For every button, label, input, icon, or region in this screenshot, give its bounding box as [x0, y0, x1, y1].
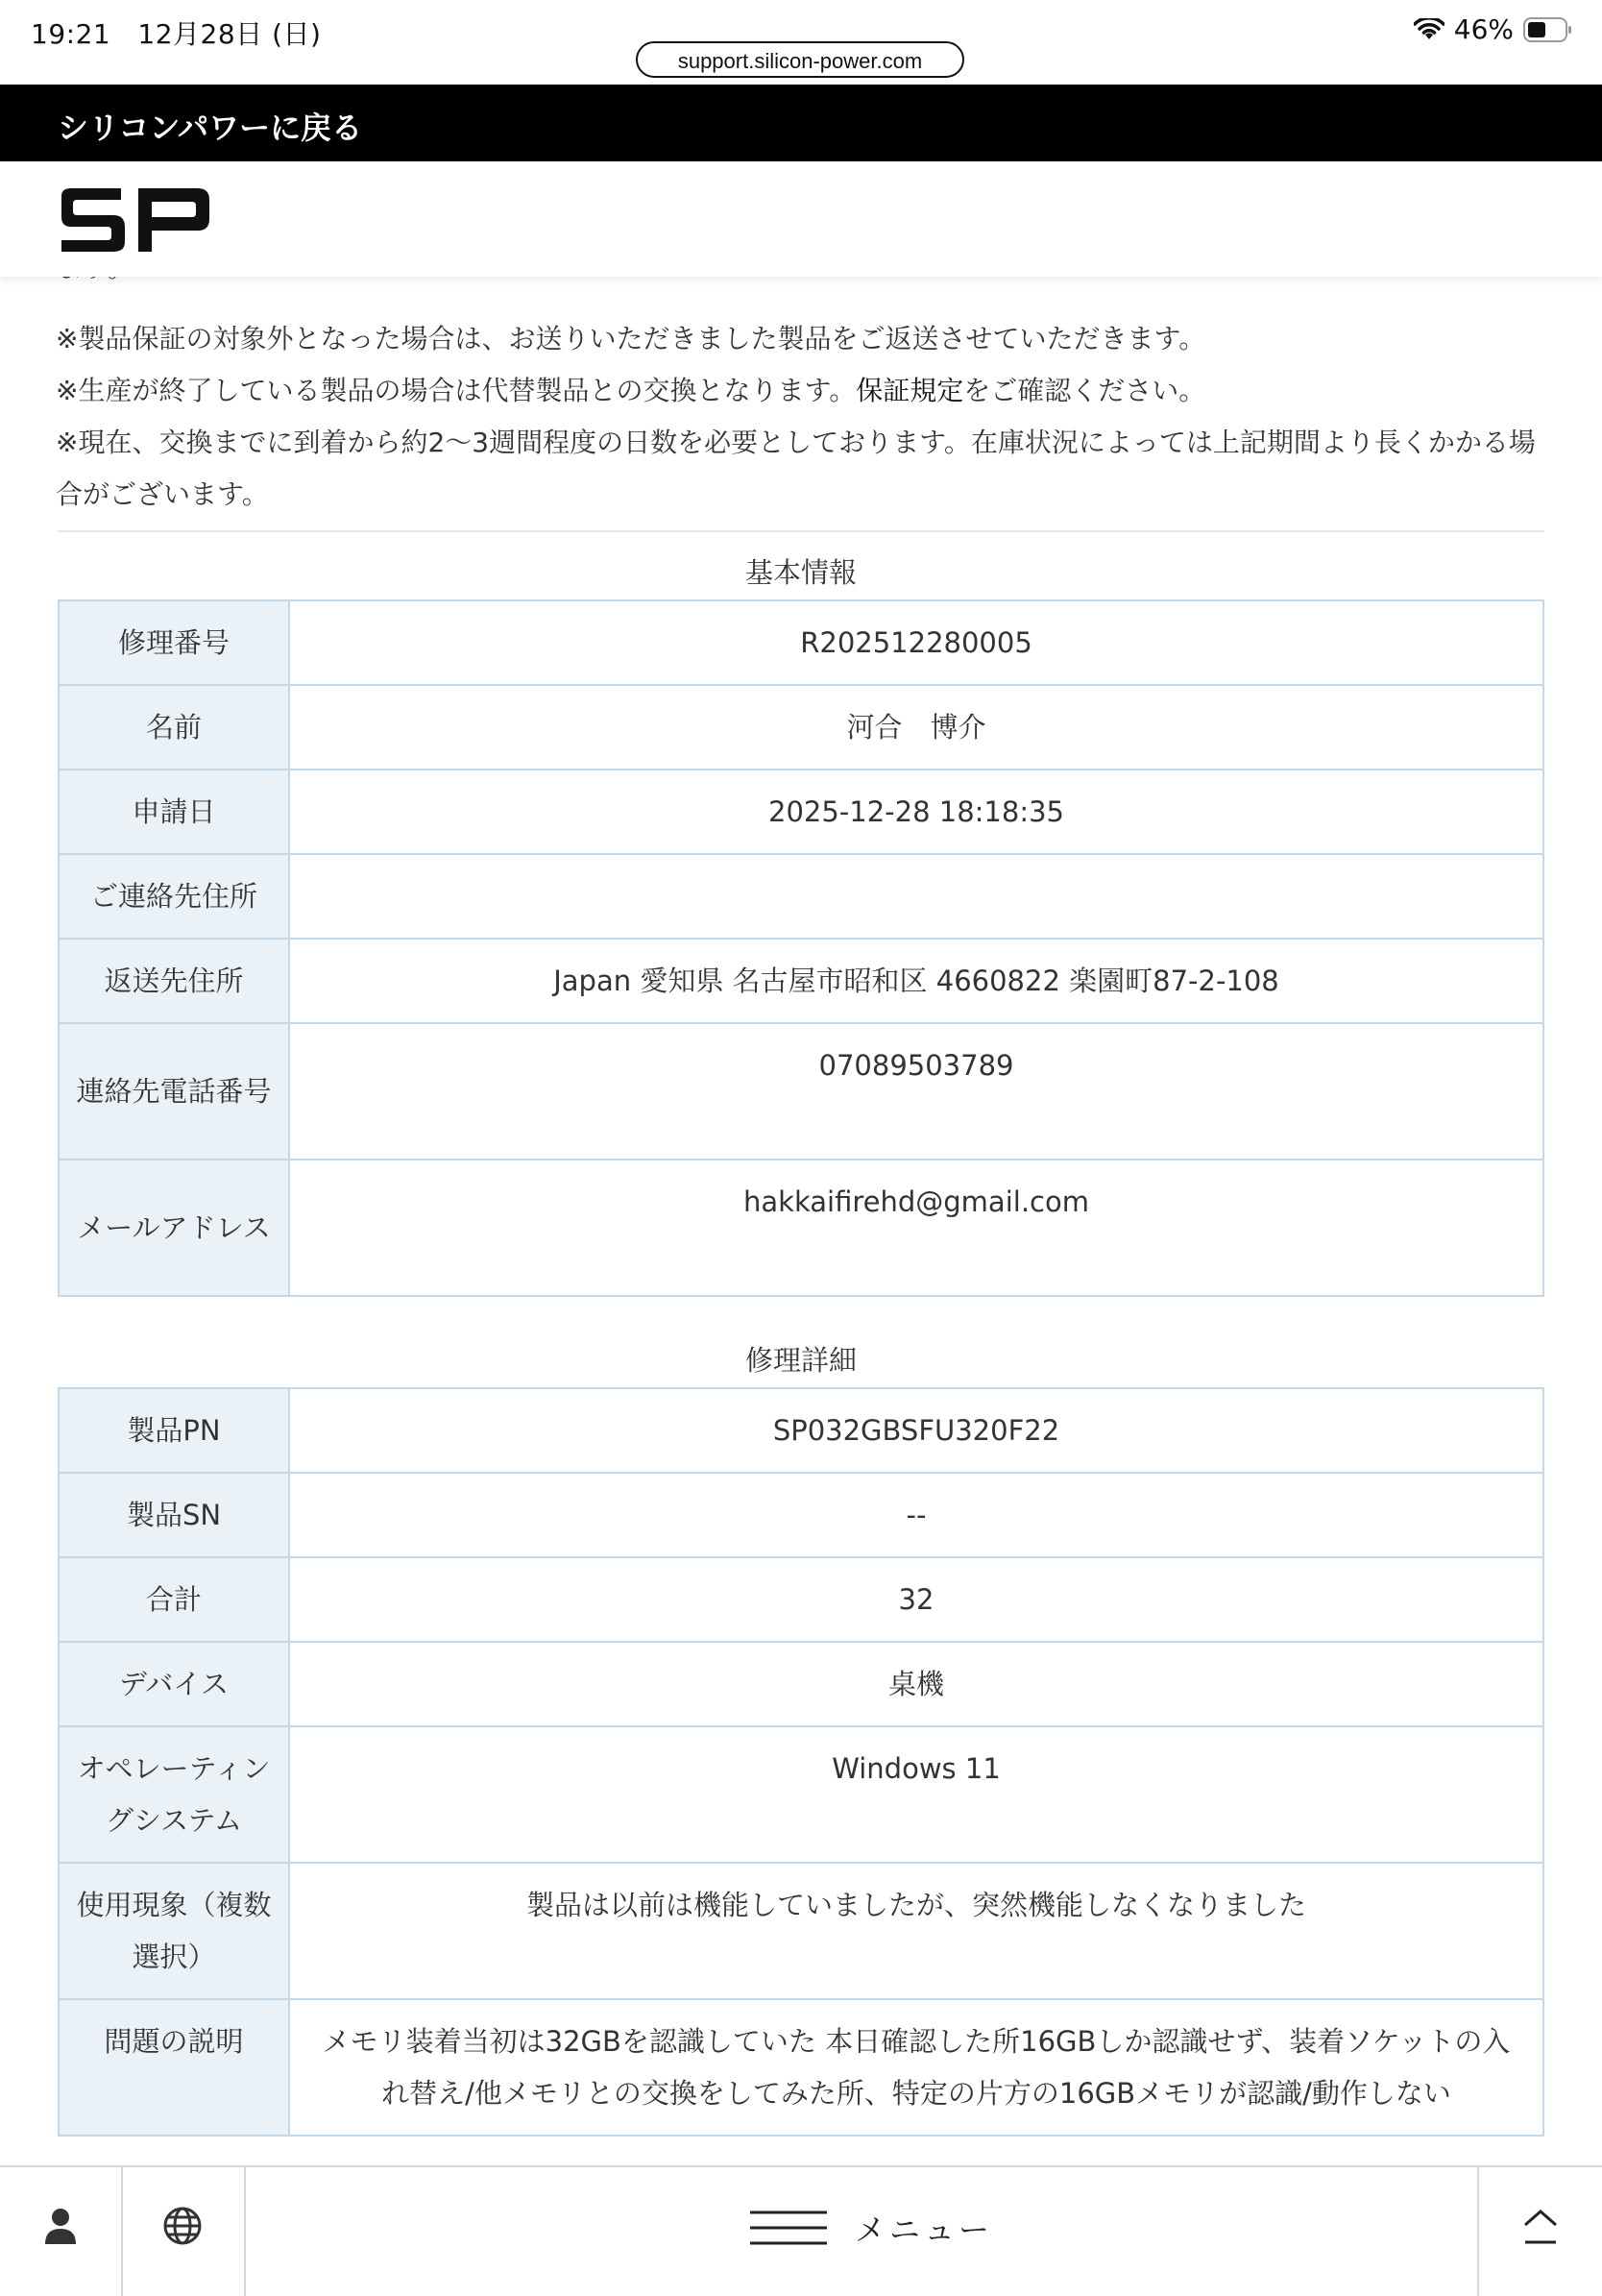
wifi-icon — [1414, 18, 1444, 41]
battery-icon — [1523, 17, 1573, 42]
row-label: 問題の説明 — [59, 1999, 289, 2136]
table-row — [59, 1863, 1543, 1999]
back-bar — [0, 85, 1602, 161]
repair-detail-table — [58, 1387, 1544, 2137]
url-bar[interactable]: support.silicon-power.com — [636, 41, 964, 78]
table-row — [59, 939, 1543, 1023]
status-right — [1414, 13, 1573, 45]
table-row — [59, 1160, 1543, 1296]
note-line-2: ※生産が終了している製品の場合は代替製品との交換となります。保証規定をご確認ください。 — [56, 375, 1206, 406]
table-row — [59, 854, 1543, 939]
row-value: 2025-12-28 18:18:35 — [289, 769, 1543, 854]
globe-icon — [162, 2206, 203, 2246]
row-value — [289, 854, 1543, 939]
table-row — [59, 1388, 1543, 1473]
user-icon — [43, 2208, 78, 2246]
row-value: Japan 愛知県 名古屋市昭和区 4660822 楽園町87-2-108 — [289, 939, 1543, 1023]
note-line-3: ※現在、交換までに到着から約2〜3週間程度の日数を必要としております。在庫状況によっては上記期間より長くかかる場合がございます。 — [56, 427, 1536, 510]
table-row — [59, 685, 1543, 769]
row-label: 製品SN — [59, 1473, 289, 1557]
note-line-1: ※製品保証の対象外となった場合は、お送りいただきました製品をご返送させていただきます。 — [56, 323, 1206, 354]
table-row — [59, 1642, 1543, 1726]
table-row — [59, 1726, 1543, 1863]
row-label: メールアドレス — [59, 1160, 289, 1296]
row-value: 製品は以前は機能していましたが、突然機能しなくなりました — [289, 1863, 1543, 1999]
status-time: 19:21 12月28日 (日) — [31, 18, 322, 50]
notes-block — [56, 277, 1554, 521]
row-label: 合計 — [59, 1557, 289, 1642]
row-value: hakkaifirehd@gmail.com — [289, 1160, 1543, 1296]
row-label: 修理番号 — [59, 600, 289, 685]
row-value: メモリ装着当初は32GBを認識していた 本日確認した所16GBしか認識せず、装着ソケットの入れ替え/他メモリとの交換をしてみた所、特定の片方の16GBメモリが認識/動作しない — [289, 1999, 1543, 2136]
row-label: 使用現象（複数選択） — [59, 1863, 289, 1999]
table-row — [59, 1023, 1543, 1160]
row-value: Windows 11 — [289, 1726, 1543, 1863]
repair-detail-title: 修理詳細 — [744, 1344, 857, 1377]
sp-logo[interactable] — [58, 186, 211, 254]
row-label: 連絡先電話番号 — [59, 1023, 289, 1160]
row-label: オペレーティングシステム — [59, 1726, 289, 1863]
row-value: 河合 博介 — [289, 685, 1543, 769]
row-value: -- — [289, 1473, 1543, 1557]
row-value: 32 — [289, 1557, 1543, 1642]
scroll-top-button[interactable] — [1477, 2167, 1602, 2296]
table-row — [59, 600, 1543, 685]
language-button[interactable] — [121, 2167, 246, 2296]
chevron-up-icon — [1521, 2206, 1560, 2248]
row-value: R202512280005 — [289, 600, 1543, 685]
hamburger-icon — [749, 2209, 828, 2247]
basic-info-table — [58, 599, 1544, 1297]
warranty-link[interactable]: 保証規定 — [856, 375, 964, 406]
row-label: 製品PN — [59, 1388, 289, 1473]
row-label: 名前 — [59, 685, 289, 769]
divider — [58, 530, 1544, 532]
row-label: 返送先住所 — [59, 939, 289, 1023]
menu-button[interactable] — [749, 2206, 993, 2250]
battery-percent: 46% — [1453, 13, 1514, 45]
table-row — [59, 1557, 1543, 1642]
logo-header — [0, 161, 1602, 277]
row-label: デバイス — [59, 1642, 289, 1726]
basic-info-title: 基本情報 — [744, 556, 857, 589]
row-value: SP032GBSFU320F22 — [289, 1388, 1543, 1473]
status-bar — [0, 0, 1602, 85]
menu-label: メニュー — [855, 2211, 994, 2248]
account-button[interactable] — [0, 2167, 123, 2296]
table-row — [59, 769, 1543, 854]
row-label: 申請日 — [59, 769, 289, 854]
row-value: 07089503789 — [289, 1023, 1543, 1160]
table-row — [59, 1473, 1543, 1557]
table-row — [59, 1999, 1543, 2136]
back-link[interactable]: シリコンパワーに戻る — [58, 110, 363, 146]
row-label: ご連絡先住所 — [59, 854, 289, 939]
bottom-nav — [0, 2165, 1602, 2296]
row-value: 桌機 — [289, 1642, 1543, 1726]
